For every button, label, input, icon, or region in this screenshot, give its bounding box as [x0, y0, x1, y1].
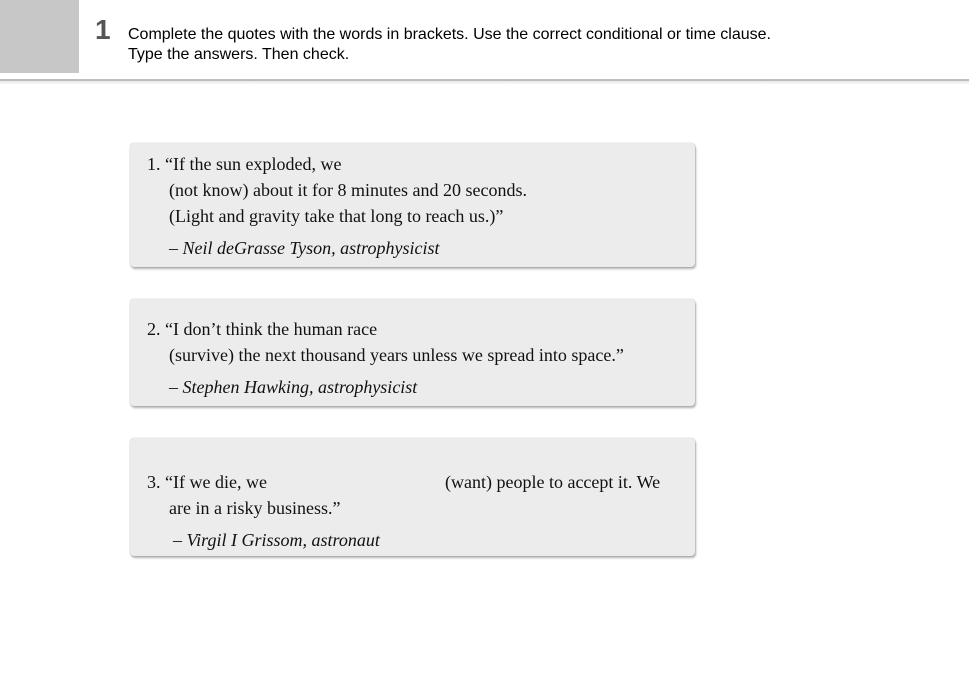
- quote-1-line-3: (Light and gravity take that long to reach us.)”: [169, 206, 504, 226]
- quote-1-line-2: (not know) about it for 8 minutes and 20 seconds.: [169, 180, 527, 200]
- quote-2-line-1: 2. “I don’t think the human race: [147, 319, 378, 339]
- instruction-text: [128, 25, 771, 65]
- quote-card-3: [130, 438, 695, 556]
- quote-2-author: – Stephen Hawking, astrophysicist: [169, 377, 418, 397]
- quote-3-line-1-start: 3. “If we die, we: [147, 472, 267, 492]
- quote-3-line-1-end: (want) people to accept it. We: [445, 472, 661, 492]
- quote-2-line-2: (survive) the next thousand years unless we spread into space.”: [169, 345, 624, 365]
- header-divider: [0, 79, 969, 85]
- exercise-header: [0, 0, 969, 78]
- quote-3-line-2: are in a risky business.”: [169, 498, 341, 518]
- instruction-line-2: Type the answers. Then check.: [128, 46, 350, 63]
- quote-3-author: – Virgil I Grissom, astronaut: [173, 530, 380, 550]
- quote-1-author: – Neil deGrasse Tyson, astrophysicist: [169, 238, 440, 258]
- quote-1-line-1: 1. “If the sun exploded, we: [147, 154, 342, 174]
- quote-card-1: [130, 143, 695, 267]
- header-tab: [0, 0, 79, 73]
- instruction-line-1: Complete the quotes with the words in brackets. Use the correct conditional or time clause.: [128, 26, 771, 43]
- exercise-number: 1: [95, 14, 111, 45]
- quote-card-2: [130, 299, 695, 406]
